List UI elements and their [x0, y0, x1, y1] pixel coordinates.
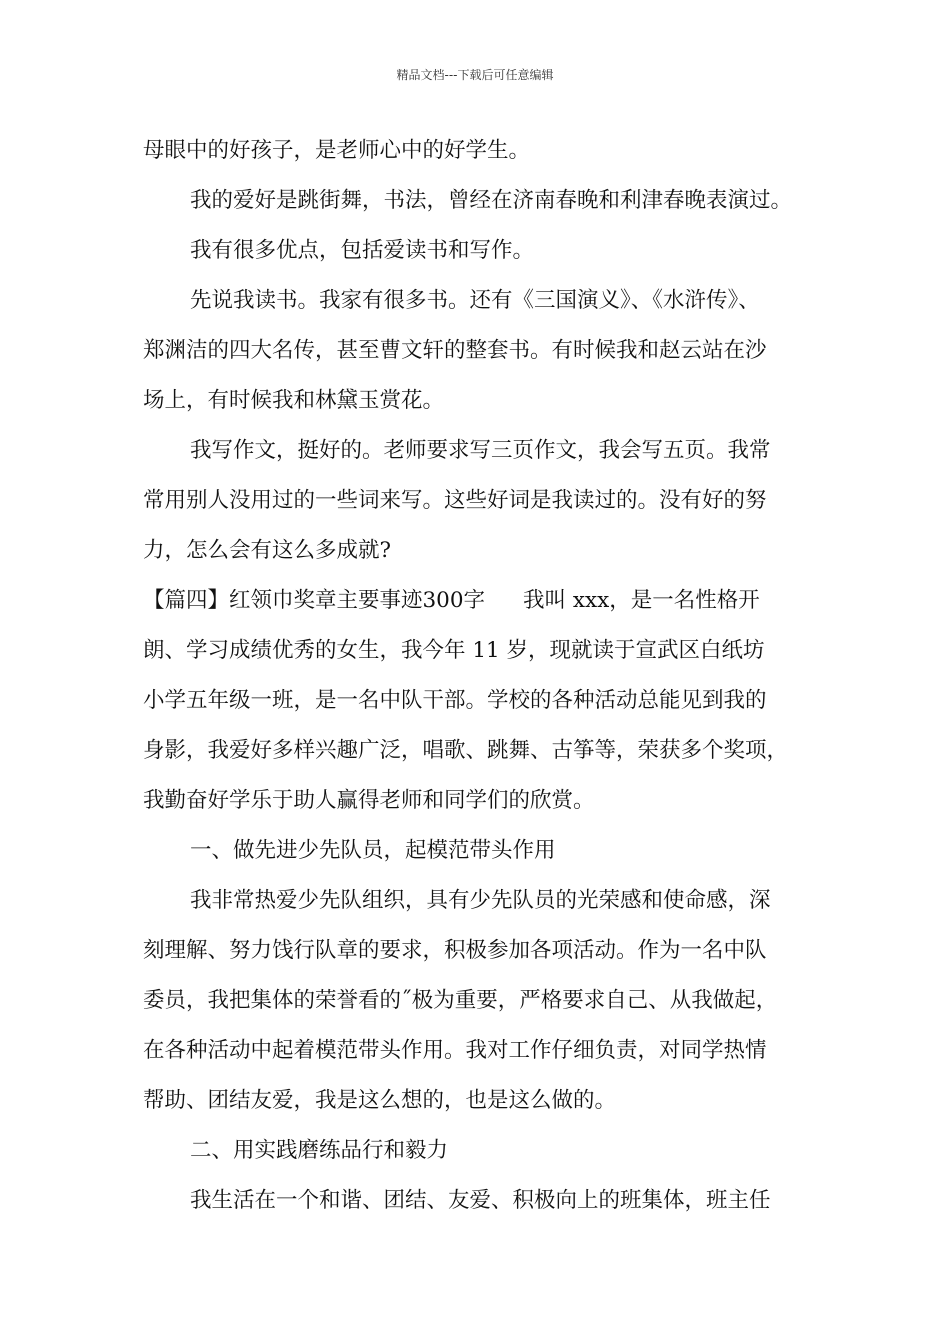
- section-title: 【篇四】红领巾奖章主要事迹300字: [143, 588, 486, 613]
- text-line: 身影，我爱好多样兴趣广泛，唱歌、跳舞、古筝等，荣获多个奖项，: [143, 738, 789, 763]
- text-line: 母眼中的好孩子，是老师心中的好学生。: [143, 138, 531, 163]
- text-line: 我有很多优点，包括爱读书和写作。: [190, 238, 535, 263]
- text-line: 力，怎么会有这么多成就?: [143, 538, 392, 563]
- text-line: 小学五年级一班，是一名中队干部。学校的各种活动总能见到我的: [143, 688, 767, 713]
- text-line: 常用别人没用过的一些词来写。这些好词是我读过的。没有好的努: [143, 488, 767, 513]
- page-header: 精品文档---下载后可任意编辑: [396, 68, 554, 82]
- text-line: 我非常热爱少先队组织，具有少先队员的光荣感和使命感，深: [190, 888, 771, 913]
- text-line: [143, 583, 833, 633]
- text-line: 我写作文，挺好的。老师要求写三页作文，我会写五页。我常: [190, 438, 771, 463]
- subheading: 一、做先进少先队员，起模范带头作用: [190, 838, 556, 863]
- text-line: 朗、学习成绩优秀的女生，我今年 11 岁，现就读于宣武区白纸坊: [143, 638, 765, 663]
- text-line: 帮助、团结友爱，我是这么想的，也是这么做的。: [143, 1088, 617, 1113]
- text-line: 先说我读书。我家有很多书。还有《三国演义》、《水浒传》、: [190, 288, 760, 313]
- text-line: 我的爱好是跳街舞，书法，曾经在济南春晚和利津春晚表演过。: [190, 188, 793, 213]
- text-fragment: 我叫 xxx，是一名性格开: [523, 588, 760, 613]
- subheading: 二、用实践磨练品行和毅力: [190, 1138, 449, 1163]
- text-line: 我勤奋好学乐于助人赢得老师和同学们的欣赏。: [143, 788, 595, 813]
- text-line: 刻理解、努力饯行队章的要求，积极参加各项活动。作为一名中队: [143, 938, 767, 963]
- text-line: 我生活在一个和谐、团结、友爱、积极向上的班集体，班主任: [190, 1188, 771, 1213]
- text-line: 委员，我把集体的荣誉看的˝极为重要，严格要求自己、从我做起，: [143, 988, 778, 1013]
- document-body: [143, 133, 833, 1233]
- text-line: 在各种活动中起着模范带头作用。我对工作仔细负责，对同学热情: [143, 1038, 767, 1063]
- text-line: 场上，有时候我和林黛玉赏花。: [143, 388, 445, 413]
- text-line: 郑渊洁的四大名传，甚至曹文轩的整套书。有时候我和赵云站在沙: [143, 338, 767, 363]
